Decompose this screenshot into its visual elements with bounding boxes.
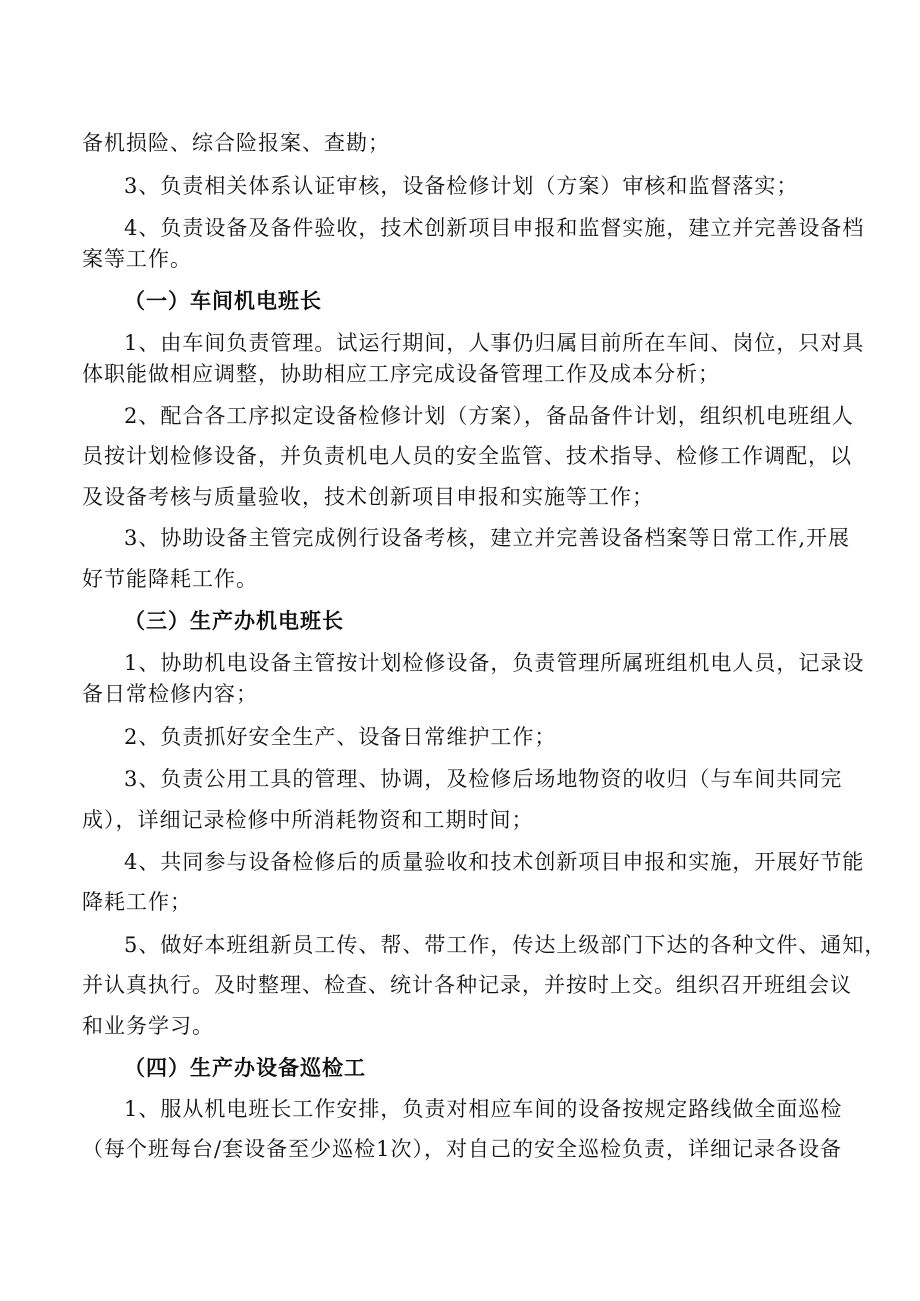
section-heading: （四）生产办设备巡检工 (124, 1055, 366, 1080)
paragraph-line: （每个班每台/套设备至少巡检1次），对自己的安全巡检负责，详细记录各设备 (82, 1137, 842, 1161)
paragraph-line: 案等工作。 (82, 247, 192, 271)
paragraph-line: 备机损险、综合险报案、查勘； (82, 131, 390, 155)
paragraph-line: 2、配合各工序拟定设备检修计划（方案），备品备件计划，组织机电班组人 (124, 404, 854, 428)
paragraph-line: 2、负责抓好安全生产、设备日常维护工作； (124, 725, 557, 749)
paragraph-line: 和业务学习。 (82, 1014, 214, 1038)
paragraph-line: 1、服从机电班长工作安排，负责对相应车间的设备按规定路线做全面巡检 (124, 1097, 843, 1121)
paragraph-line: 成），详细记录检修中所消耗物资和工期时间； (82, 808, 534, 832)
paragraph-line: 体职能做相应调整，协助相应工序完成设备管理工作及成本分析； (82, 362, 720, 386)
paragraph-line: 好节能降耗工作。 (82, 567, 258, 591)
paragraph-line: 3、负责公用工具的管理、协调，及检修后场地物资的收归（与车间共同完 (124, 767, 843, 791)
paragraph-line: 员按计划检修设备，并负责机电人员的安全监管、技术指导、检修工作调配，以 (82, 444, 852, 468)
paragraph-line: 备日常检修内容； (82, 682, 258, 706)
paragraph-line: 4、共同参与设备检修后的质量验收和技术创新项目申报和实施，开展好节能 (124, 850, 865, 874)
paragraph-line: 1、由车间负责管理。试运行期间，人事仍归属目前所在车间、岗位，只对具 (124, 331, 865, 355)
section-heading: （一）车间机电班长 (124, 288, 322, 313)
section-heading: （三）生产办机电班长 (124, 608, 344, 633)
paragraph-line: 1、协助机电设备主管按计划检修设备，负责管理所属班组机电人员，记录设 (124, 651, 865, 675)
paragraph-line: 4、负责设备及备件验收，技术创新项目申报和监督实施，建立并完善设备档 (124, 216, 865, 240)
paragraph-line: 3、协助设备主管完成例行设备考核，建立并完善设备档案等日常工作,开展 (124, 526, 851, 550)
paragraph-line: 3、负责相关体系认证审核，设备检修计划（方案）审核和监督落实； (124, 174, 799, 198)
paragraph-line: 5、做好本班组新员工传、帮、带工作，传达上级部门下达的各种文件、通知， (124, 933, 887, 957)
paragraph-line: 并认真执行。及时整理、检查、统计各种记录，并按时上交。组织召开班组会议 (82, 973, 852, 997)
paragraph-line: 及设备考核与质量验收，技术创新项目申报和实施等工作； (82, 485, 654, 509)
paragraph-line: 降耗工作； (82, 890, 192, 914)
